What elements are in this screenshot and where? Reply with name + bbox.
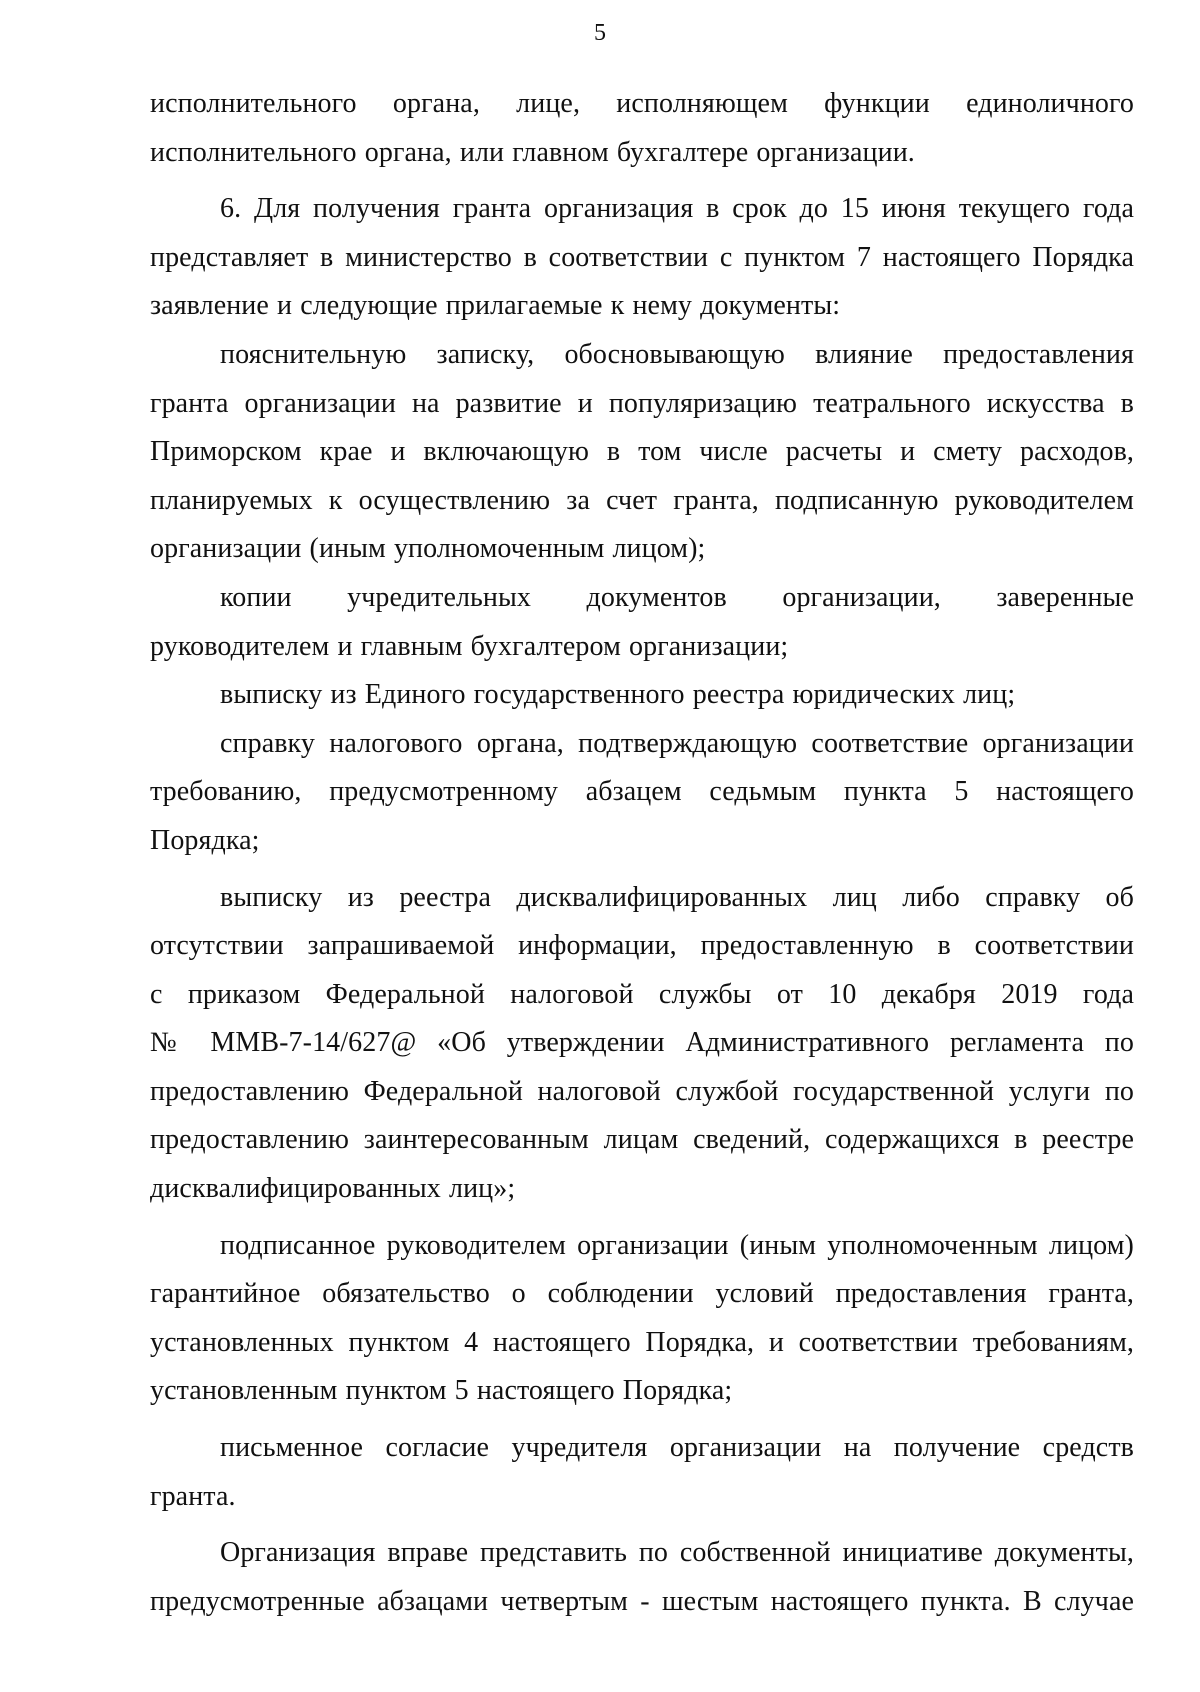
text-line: исполнительного органа, или главном бухгалтере организации. [150, 136, 915, 168]
text-line: Организация вправе представить по собственной инициативе документы, [220, 1537, 1134, 1569]
text-line: предусмотренные абзацами четвертым - шестым настоящего пункта. В случае [150, 1585, 1134, 1617]
paragraph-guarantee-obligation [150, 1222, 1134, 1416]
text-line: подписанное руководителем организации (иным уполномоченным лицом) [220, 1229, 1134, 1261]
paragraph-tax-certificate [150, 720, 1134, 866]
paragraph-item-6 [150, 185, 1134, 331]
text-line: выписку из реестра дисквалифицированных лиц либо справку об [220, 881, 1134, 913]
text-line: требованию, предусмотренному абзацем седьмым пункта 5 настоящего [150, 776, 1134, 808]
text-line: гарантийное обязательство о соблюдении условий предоставления гранта, [150, 1278, 1134, 1310]
text-line: планируемых к осуществлению за счет гранта, подписанную руководителем [150, 484, 1134, 516]
text-line: Порядка; [150, 824, 260, 856]
paragraph-continuation [150, 80, 1134, 177]
text-line: с приказом Федеральной налоговой службы от 10 декабря 2019 года [150, 978, 1134, 1010]
text-line: исполнительного органа, лице, исполняющем функции единоличного [150, 88, 1134, 119]
paragraph-own-initiative [150, 1529, 1134, 1626]
text-line: дисквалифицированных лиц»; [150, 1173, 516, 1205]
text-line: предоставлению заинтересованным лицам сведений, содержащихся в реестре [150, 1124, 1134, 1156]
text-line: гранта. [150, 1480, 236, 1512]
text-line: установленным пунктом 5 настоящего Порядка; [150, 1375, 733, 1407]
text-line: пояснительную записку, обосновывающую влияние предоставления [220, 338, 1134, 370]
document-body [150, 80, 1134, 1626]
text-line: гранта организации на развитие и популяризацию театрального искусства в [150, 387, 1134, 419]
text-line: выписку из Единого государственного реестра юридических лиц; [220, 679, 1016, 711]
text-line: 6. Для получения гранта организация в срок до 15 июня текущего года [220, 193, 1134, 225]
text-line: предоставлению Федеральной налоговой службой государственной услуги по [150, 1075, 1134, 1107]
paragraph-founder-consent [150, 1424, 1134, 1521]
text-line: Приморском крае и включающую в том числе расчеты и смету расходов, [150, 436, 1134, 468]
text-line: установленных пунктом 4 настоящего Порядка, и соответствии требованиям, [150, 1326, 1134, 1358]
text-line: письменное согласие учредителя организации на получение средств [220, 1432, 1134, 1464]
paragraph-founding-documents [150, 574, 1134, 671]
paragraph-explanatory-note [150, 331, 1134, 574]
text-line: копии учредительных документов организации, заверенные [220, 581, 1134, 613]
text-line: организации (иным уполномоченным лицом); [150, 533, 706, 565]
text-line: руководителем и главным бухгалтером организации; [150, 630, 789, 662]
text-line: отсутствии запрашиваемой информации, предоставленную в соответствии [150, 930, 1134, 962]
page-number: 5 [594, 20, 606, 46]
paragraph-egrul-extract [150, 671, 1134, 720]
text-line: представляет в министерство в соответствии с пунктом 7 настоящего Порядка [150, 241, 1134, 273]
paragraph-disqualified-registry [150, 874, 1134, 1214]
text-line: справку налогового органа, подтверждающую соответствие организации [220, 727, 1134, 759]
text-line: заявление и следующие прилагаемые к нему документы: [150, 290, 841, 322]
text-line: № ММВ-7-14/627@ «Об утверждении Административного регламента по [150, 1027, 1134, 1059]
